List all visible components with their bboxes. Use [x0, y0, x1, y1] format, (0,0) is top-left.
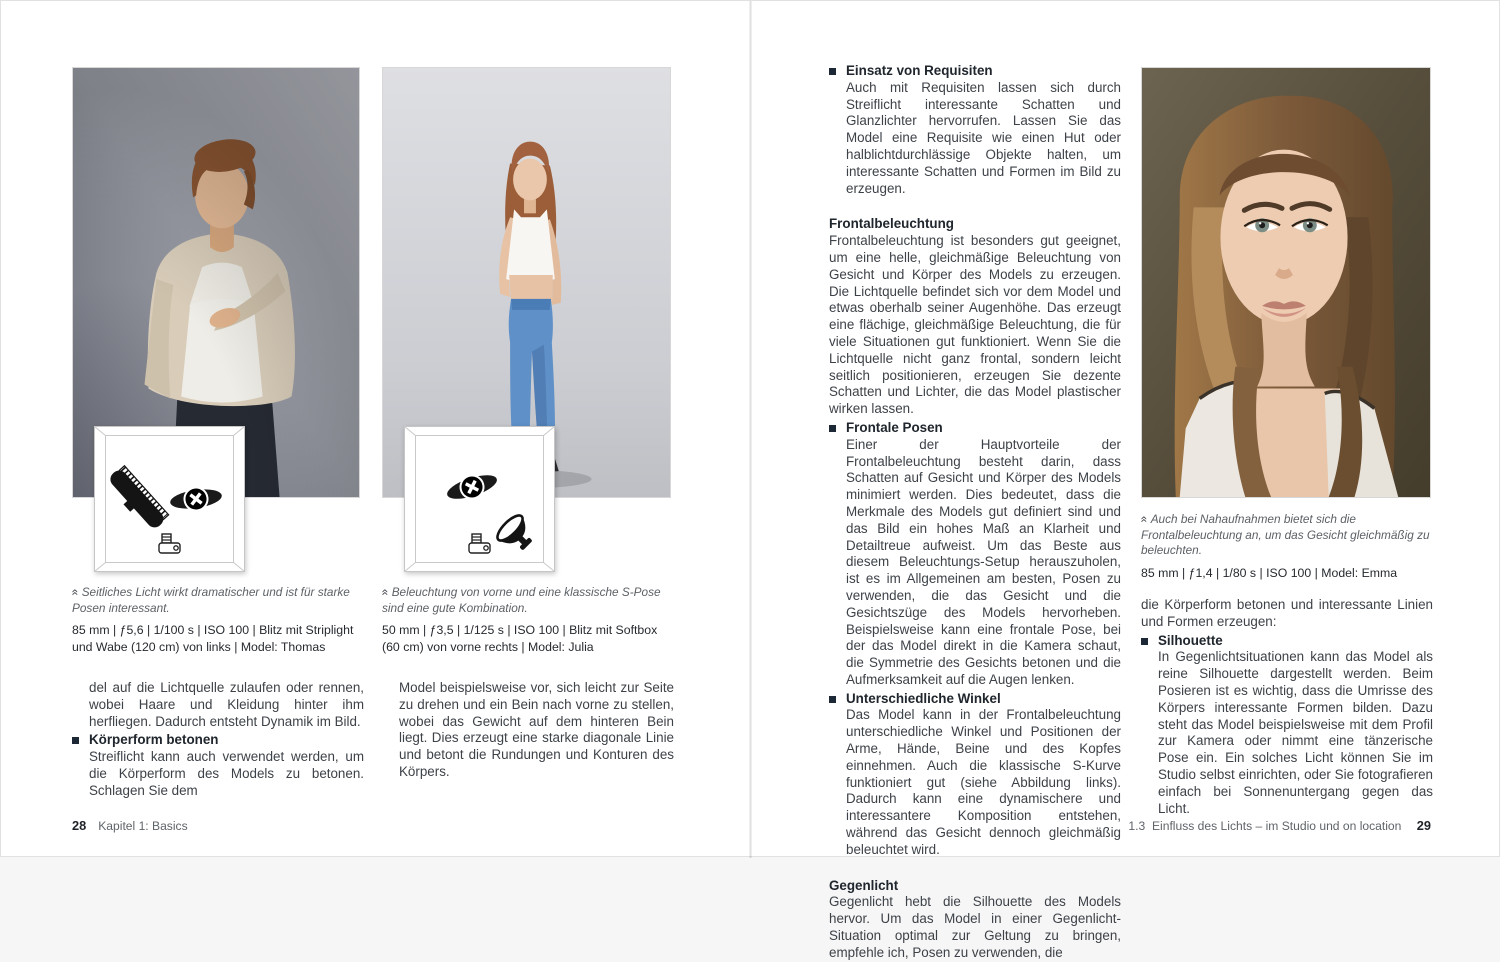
bullet-square-icon: [829, 425, 836, 432]
caption-marker-icon: «: [378, 588, 393, 595]
bullet-square-icon: [829, 696, 836, 703]
lighting-diagram-1-svg: [94, 426, 245, 572]
bullet-item-silhouette: [1141, 633, 1433, 818]
bullet-item-frontale-posen: [829, 420, 1121, 689]
right-page-column-2: [1141, 597, 1433, 817]
bullet-heading: Körperform betonen: [89, 732, 219, 748]
paragraph-continuation: Model beispielsweise vor, sich leicht zur Seite zu drehen und ein Bein nach vorne zu stellen, wobei das Gewicht auf dem hinteren Bein liegt. Dies erzeugt eine starke diagonale Linie und betont die Rundungen und Konturen des Körpers.: [399, 680, 674, 779]
page-gutter: [749, 1, 752, 858]
photo-portrait-illustration: [1142, 68, 1430, 497]
paragraph-continuation: del auf die Lichtquelle zulaufen oder rennen, wobei Haare und Kleidung hinter ihm herfliegen. Dadurch entsteht Dynamik im Bild.: [89, 680, 364, 729]
bullet-heading: Frontale Posen: [846, 419, 943, 435]
bullet-text: In Gegenlichtsituationen kann das Model als reine Silhouette dargestellt werden. Beim Posieren ist es wichtig, dass die Umrisse des Körpers interessante Formen bilden. Dazu steht das Model beispielsweise mit dem Profil zur Kamera oder nimmt eine tänzerische Pose ein. Ein solches Licht können Sie im Studio selbst einrichten, oder Sie fotografieren einfach bei Sonnenuntergang gegen das Licht.: [1158, 649, 1433, 816]
page-number: 29: [1416, 818, 1431, 833]
bullet-item-einsatz-von-requisiten: [829, 63, 1121, 197]
left-page-column-2: [382, 680, 674, 781]
figure1-camera-settings: 85 mm | ƒ5,6 | 1/100 s | ISO 100 | Blitz mit Striplight und Wabe (120 cm) von links | Model: Thomas: [72, 623, 354, 654]
bullet-text: Das Model kann in der Frontalbeleuchtung unterschiedliche Winkel und Positionen der Arme, Hände, Beine und des Kopfes einnehmen. Auch die klassische S-Kurve funktioniert gut (siehe Abbildung links). Dadurch kann eine dynamischere und interessantere Komposition entstehen, während das Gesicht dennoch gleichmäßig beleuchtet wird.: [846, 707, 1121, 857]
bullet-square-icon: [72, 737, 79, 744]
page-number: 28: [72, 818, 87, 833]
caption-marker-icon: «: [68, 588, 83, 595]
lighting-diagram-2-svg: [404, 426, 555, 572]
figure1-caption: [68, 585, 366, 655]
chapter-title: Kapitel 1: Basics: [98, 819, 188, 833]
bullet-text: Streiflicht kann auch verwendet werden, um die Körperform des Models zu betonen. Schlagen Sie dem: [89, 749, 364, 798]
bullet-heading: Silhouette: [1158, 632, 1223, 648]
figure3-caption-text: «Auch bei Nahaufnahmen bietet sich die Frontalbeleuchtung an, um das Gesicht gleichmäßig zu beleuchten.: [1137, 512, 1430, 557]
bullet-item-koerperform-betonen: [72, 732, 364, 799]
left-page-column-1: [72, 680, 364, 800]
lighting-diagram-side-light: [94, 426, 245, 572]
bullet-text: Auch mit Requisiten lassen sich durch Streiflicht interessante Schatten und Glanzlichter hervorrufen. Lassen Sie das Model eine Requisite wie einen Hut oder halblichtdurchlässige Objekte halten, um interessante Schatten und Formen im Bild zu erzeugen.: [846, 79, 1121, 196]
figure3-camera-settings: 85 mm | ƒ1,4 | 1/80 s | ISO 100 | Model: Emma: [1141, 565, 1398, 580]
figure1-caption-text: «Seitliches Licht wirkt dramatischer und ist für starke Posen interessant.: [68, 585, 350, 615]
paragraph-continuation: die Körperform betonen und interessante Linien und Formen erzeugen:: [1141, 597, 1433, 629]
figure2-camera-settings: 50 mm | ƒ3,5 | 1/125 s | ISO 100 | Blitz mit Softbox (60 cm) von vorne rechts | Model: Julia: [382, 623, 658, 654]
figure3-caption: [1137, 512, 1433, 581]
left-page-footer: [72, 818, 188, 833]
photo-portrait-frontal-light: [1141, 67, 1431, 498]
bullet-square-icon: [1141, 638, 1148, 645]
caption-marker-icon: «: [1137, 515, 1152, 522]
bullet-item-unterschiedliche-winkel: [829, 691, 1121, 859]
bullet-text: Einer der Hauptvorteile der Frontalbeleuchtung besteht darin, dass Schatten auf Gesicht und Körper des Models minimiert werden. Dies bedeutet, dass die Merkmale des Models gut definiert sind und das Bild ein hohes Maß an Klarheit und Detailtreue aufweist. Um das Beste aus diesem Beleuchtungs-Setup herauszuholen, ist es im Allgemeinen am besten, Posen zu verwenden, die das Gesicht und die Gesichtszüge des Models hervorheben. Beispielsweise kann eine frontale Pose, bei der das Model direkt in die Kamera schaut, die Symmetrie des Gesichts betonen und die Aufmerksamkeit auf die Augen lenken.: [846, 436, 1121, 687]
bullet-square-icon: [829, 68, 836, 75]
bullet-heading: Unterschiedliche Winkel: [846, 690, 1001, 706]
figure2-caption: [378, 585, 678, 655]
right-page-footer: [831, 818, 1431, 833]
section-paragraph: Frontalbeleuchtung ist besonders gut geeignet, um eine helle, gleichmäßige Beleuchtung von Gesicht und Körper des Models zu erzeugen. Die Lichtquelle befindet sich vor dem Model und etwas oberhalb seiner Augenhöhe. Das erzeugt eine flächige, gleichmäßige Beleuchtung, die für viele Situationen gut funktioniert. Wenn Sie die Lichtquelle nicht ganz frontal, sondern leicht seitlich positionieren, erzeugen Sie dezente Schatten und Lichter, die das Model plastischer wirken lassen.: [829, 233, 1121, 417]
lighting-diagram-front-light: [404, 426, 555, 572]
figure2-caption-text: «Beleuchtung von vorne und eine klassische S-Pose sind eine gute Kombination.: [378, 585, 661, 615]
section-heading-frontalbeleuchtung: Frontalbeleuchtung: [829, 216, 954, 232]
section-title: Einfluss des Lichts – im Studio und on location: [1151, 819, 1402, 833]
bullet-heading: Einsatz von Requisiten: [846, 63, 993, 78]
section-heading-gegenlicht: Gegenlicht: [829, 877, 899, 893]
section-paragraph: Gegenlicht hebt die Silhouette des Models hervor. Um das Model in einer Gegenlicht-Situation optimal zur Geltung zu bringen, empfehle ich, Posen zu verwenden, die: [829, 894, 1121, 960]
section-number: 1.3: [1128, 819, 1146, 833]
